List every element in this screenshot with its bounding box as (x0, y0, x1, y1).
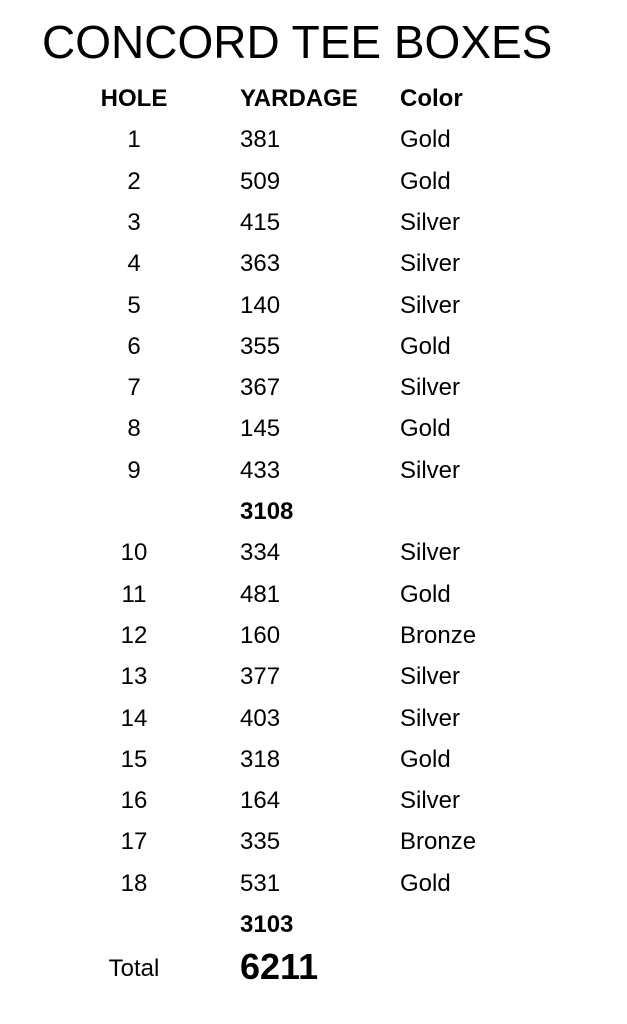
back-nine-subtotal-row (0, 904, 627, 945)
tee-color: Bronze (400, 828, 477, 855)
tee-color: Gold (400, 746, 451, 773)
hole-number: 14 (120, 705, 148, 732)
yardage-value: 377 (240, 663, 281, 690)
header-hole: HOLE (100, 85, 168, 112)
hole-number: 5 (127, 292, 141, 319)
total-label: Total (108, 955, 160, 982)
table-row (0, 780, 627, 821)
table-row (0, 532, 627, 573)
table-row (0, 656, 627, 697)
tee-color: Gold (400, 870, 451, 897)
table-row (0, 326, 627, 367)
yardage-value: 403 (240, 705, 281, 732)
hole-number: 7 (127, 374, 141, 401)
page-title: CONCORD TEE BOXES (42, 16, 553, 68)
yardage-value: 334 (240, 539, 281, 566)
hole-number: 2 (127, 168, 141, 195)
table-row (0, 615, 627, 656)
tee-color: Silver (400, 292, 461, 319)
tee-color: Silver (400, 539, 461, 566)
yardage-value: 509 (240, 168, 281, 195)
table-row (0, 119, 627, 160)
yardage-value: 164 (240, 787, 281, 814)
table-row (0, 161, 627, 202)
front-nine-subtotal-row (0, 491, 627, 532)
tee-color: Silver (400, 705, 461, 732)
header-yardage: YARDAGE (240, 85, 358, 112)
hole-number: 16 (120, 787, 148, 814)
hole-number: 1 (127, 126, 141, 153)
yardage-value: 363 (240, 250, 281, 277)
header-color: Color (400, 85, 463, 112)
yardage-value: 367 (240, 374, 281, 401)
front-nine-subtotal: 3108 (240, 498, 294, 525)
total-row (0, 945, 627, 993)
tee-color: Bronze (400, 622, 477, 649)
tee-color: Silver (400, 209, 461, 236)
hole-number: 17 (120, 828, 148, 855)
hole-number: 11 (121, 581, 147, 608)
tee-color: Gold (400, 126, 451, 153)
hole-number: 12 (120, 622, 148, 649)
hole-number: 3 (127, 209, 141, 236)
table-row (0, 285, 627, 326)
hole-number: 15 (120, 746, 148, 773)
table-row (0, 863, 627, 904)
yardage-value: 355 (240, 333, 281, 360)
yardage-value: 531 (240, 870, 281, 897)
total-yardage: 6211 (240, 946, 319, 987)
table-row (0, 367, 627, 408)
tee-color: Gold (400, 333, 451, 360)
table-row (0, 739, 627, 780)
table-row (0, 408, 627, 449)
yardage-value: 433 (240, 457, 281, 484)
hole-number: 4 (127, 250, 141, 277)
hole-number: 9 (127, 457, 141, 484)
yardage-value: 145 (240, 415, 281, 442)
yardage-value: 335 (240, 828, 281, 855)
hole-number: 10 (120, 539, 148, 566)
tee-color: Silver (400, 457, 461, 484)
hole-number: 8 (127, 415, 141, 442)
table-row (0, 821, 627, 862)
table-row (0, 243, 627, 284)
tee-color: Silver (400, 663, 461, 690)
back-nine-subtotal: 3103 (240, 911, 294, 938)
tee-color: Silver (400, 250, 461, 277)
tee-color: Gold (400, 415, 451, 442)
table-row (0, 450, 627, 491)
yardage-value: 318 (240, 746, 281, 773)
hole-number: 13 (120, 663, 148, 690)
tee-color: Gold (400, 581, 451, 608)
hole-number: 6 (127, 333, 141, 360)
yardage-value: 160 (240, 622, 281, 649)
yardage-value: 381 (240, 126, 281, 153)
table-row (0, 574, 627, 615)
tee-color: Silver (400, 787, 461, 814)
table-header-row (0, 78, 627, 119)
table-row (0, 698, 627, 739)
tee-color: Silver (400, 374, 461, 401)
table-row (0, 202, 627, 243)
yardage-value: 481 (240, 581, 281, 608)
tee-color: Gold (400, 168, 451, 195)
yardage-value: 140 (240, 292, 281, 319)
hole-number: 18 (120, 870, 148, 897)
yardage-value: 415 (240, 209, 281, 236)
